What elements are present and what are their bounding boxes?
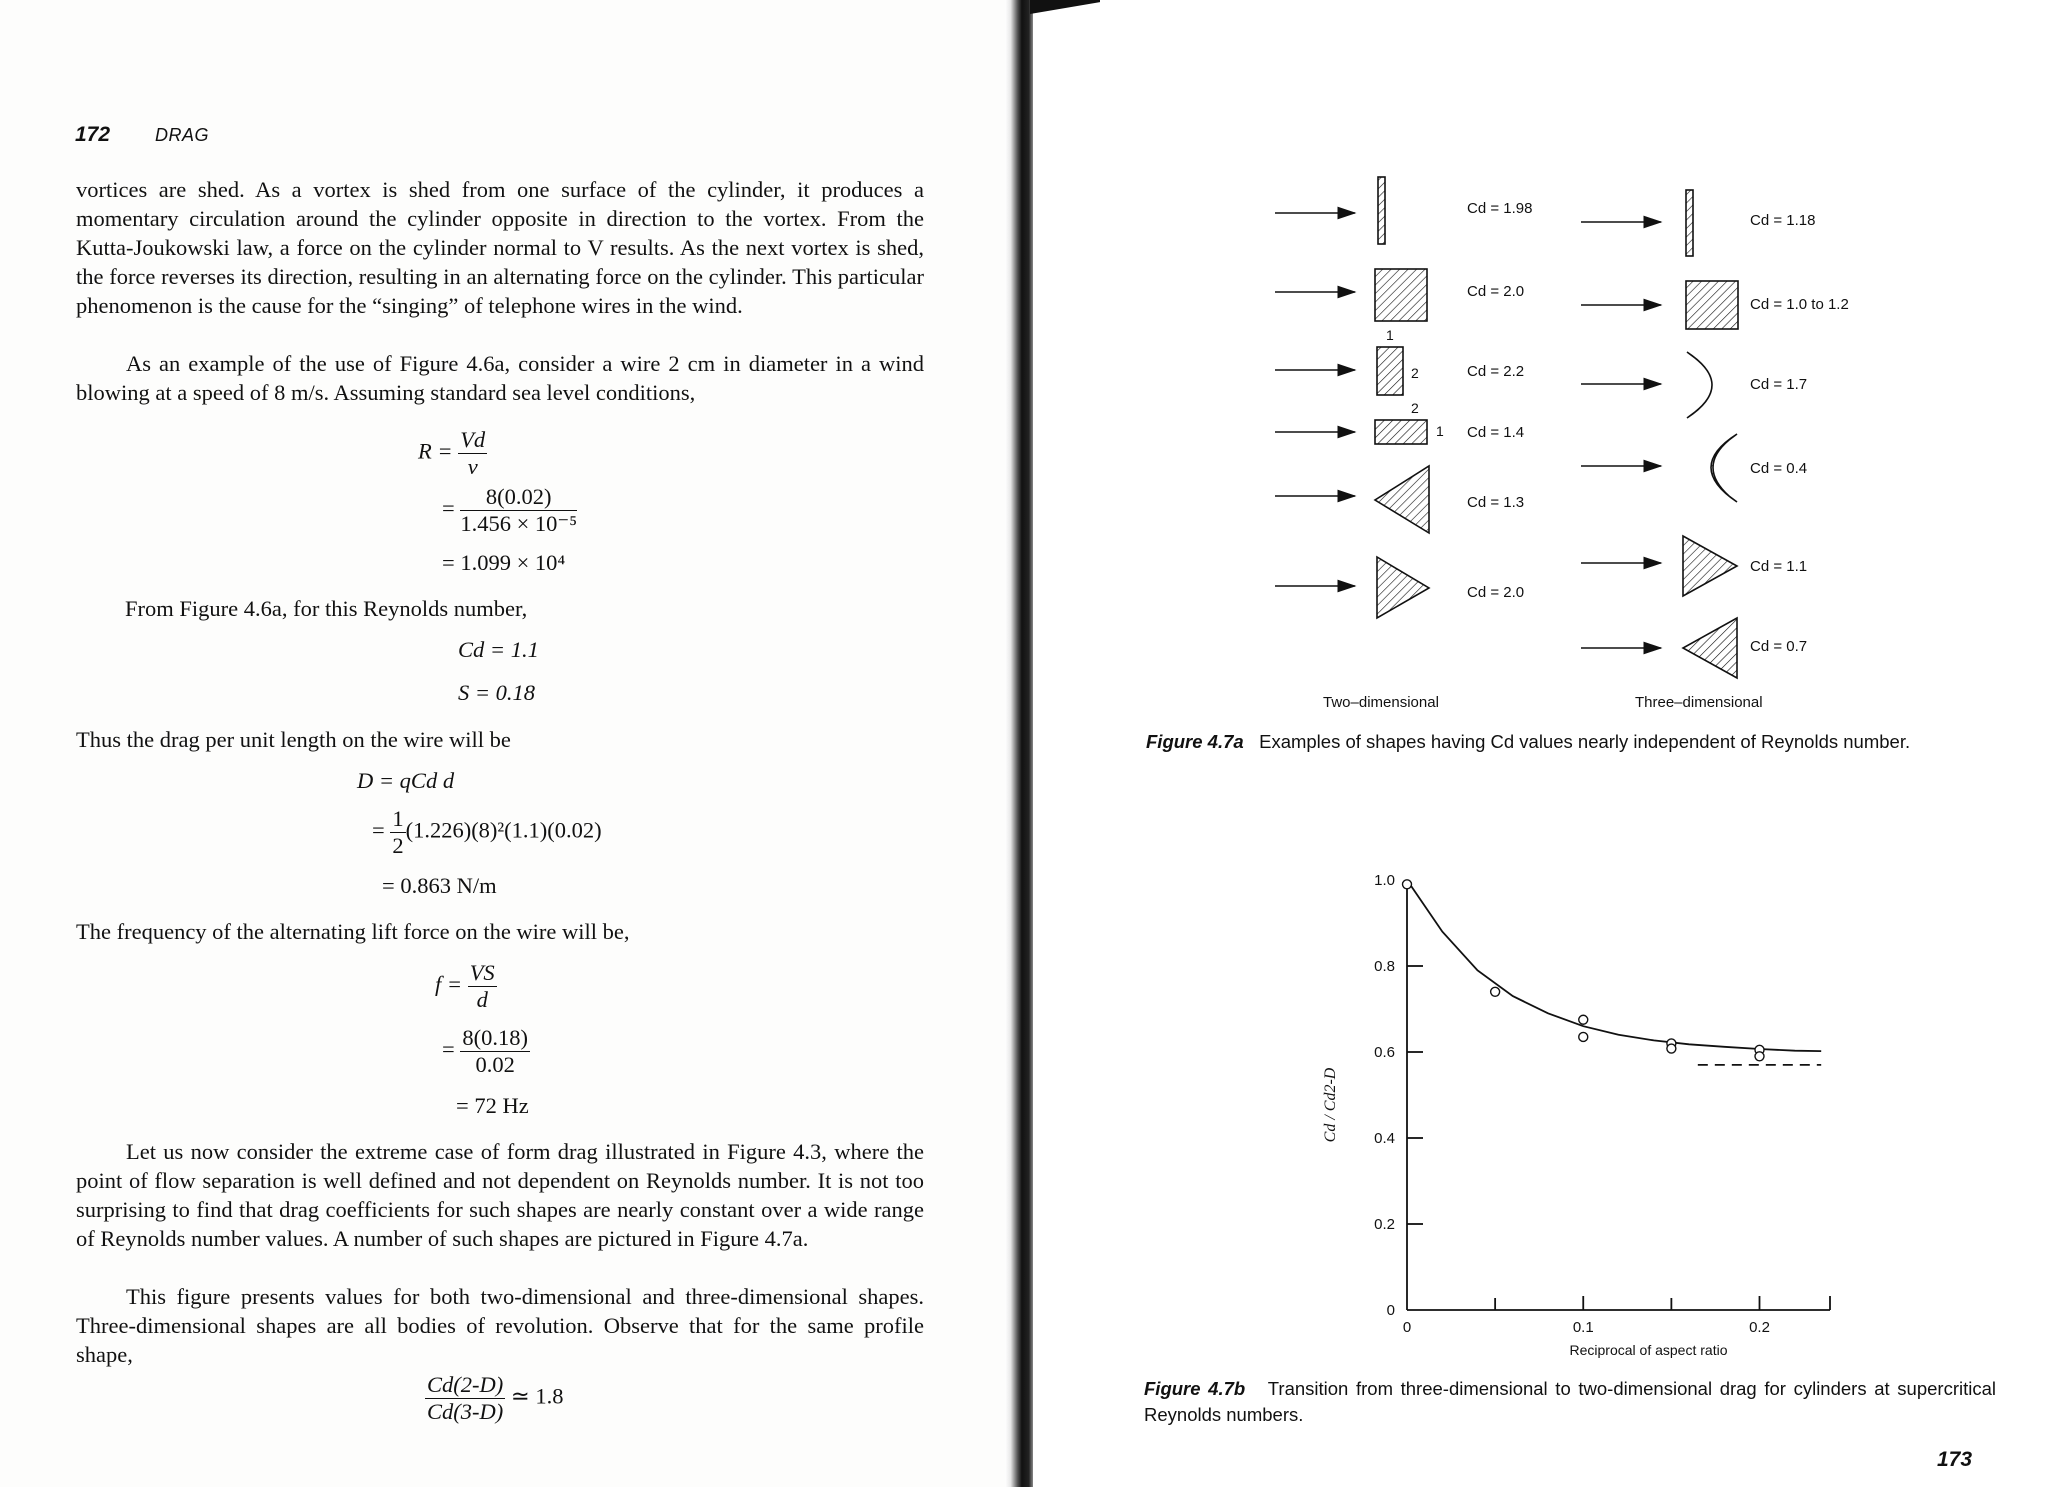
equation-reynolds-result: = 1.099 × 10⁴ — [442, 550, 566, 575]
equation-frequency-result: = 72 Hz — [456, 1093, 529, 1118]
eq-d2-den: 2 — [392, 833, 404, 858]
two-d-shapes — [1375, 177, 1429, 618]
eq-f2-num: 8(0.18) — [462, 1025, 528, 1050]
y-axis-label: Cd / Cd2-D — [1322, 1067, 1339, 1143]
dim-label-1: 1 — [1386, 327, 1394, 343]
data-point — [1403, 880, 1412, 889]
two-d-values — [1467, 200, 1532, 601]
data-point — [1667, 1044, 1676, 1053]
square-2d — [1375, 269, 1427, 321]
paragraph-drag-per-length: Thus the drag per unit length on the wire will be — [76, 727, 511, 752]
wedge-base-upstream-2d — [1377, 557, 1429, 618]
three-d-shapes — [1683, 190, 1738, 678]
eq-ratio-den: Cd(3-D) — [427, 1399, 504, 1424]
data-point — [1579, 1015, 1588, 1024]
data-point — [1755, 1052, 1764, 1061]
eq-r2-num: 8(0.02) — [460, 484, 577, 511]
paragraph-figure-presents: This figure presents values for both two-dimensional and three-dimensional shapes. Three-dimensional shapes are all bodies of revolution. Observe that for the same profile shape, — [76, 1284, 924, 1367]
eq-f2-den: 0.02 — [475, 1052, 515, 1077]
equation-drag-result: = 0.863 N/m — [382, 873, 497, 898]
dim-label-4: 1 — [1436, 423, 1444, 439]
eq-r-lhs: R = — [418, 438, 453, 464]
cd-3d-value: Cd = 1.1 — [1750, 558, 1808, 575]
cd-3d-value: Cd = 0.7 — [1750, 638, 1808, 655]
equation-frequency-numeric: = $\frac{8(0.18)}{0.02}$ — [442, 1025, 528, 1077]
equation-strouhal: S = 0.18 — [458, 680, 536, 705]
equation-reynolds-numeric: = $\frac{8(0.02)}{\text{1.456 × 10⁻⁵}}$ — [442, 484, 578, 536]
flat-plate-2d — [1378, 177, 1385, 244]
y-tick-labels — [1374, 872, 1395, 1319]
cd-2d-value: Cd = 2.0 — [1467, 584, 1525, 601]
y-tick-label: 0 — [1386, 1302, 1395, 1319]
y-tick-label: 0.8 — [1374, 958, 1395, 975]
y-tick-label: 0.4 — [1374, 1130, 1395, 1147]
eq-f-num: VS — [469, 960, 495, 985]
eq-d2-num: 1 — [392, 806, 404, 831]
hollow-hemisphere-facing-upstream — [1711, 434, 1737, 502]
y-tick-label: 0.6 — [1374, 1044, 1395, 1061]
three-d-values — [1750, 212, 1849, 655]
data-points — [1403, 880, 1765, 1061]
cd-2d-value: Cd = 2.0 — [1467, 283, 1525, 300]
cylinder-3d — [1686, 281, 1738, 329]
data-point — [1579, 1032, 1588, 1041]
x-tick-labels — [1403, 1319, 1770, 1336]
figure-4-7b-caption-text: Transition from three-dimensional to two-dimensional drag for cylinders at supercritical Reynolds numbers. — [1144, 1378, 1996, 1425]
disk-3d — [1686, 190, 1693, 256]
eq-ratio-rhs: ≃ 1.8 — [510, 1383, 564, 1409]
three-dimensional-label: Three–dimensional — [1635, 694, 1763, 711]
x-tick-label: 0 — [1402, 1319, 1412, 1336]
figure-4-7b-caption — [1144, 1376, 1996, 1428]
wedge-point-upstream-2d — [1375, 466, 1429, 533]
page-number-left: 172 — [75, 123, 111, 146]
figure-4-7a-caption — [1146, 729, 1996, 755]
equation-frequency — [435, 960, 497, 1013]
eq-d2-rest: (1.226)(8)²(1.1)(0.02) — [405, 817, 602, 843]
figure-4-7b-chart — [1322, 872, 1830, 1358]
equation-drag: D = qCd d — [357, 768, 455, 793]
equation-reynolds — [418, 427, 487, 480]
figure-4-7a-caption-text: Examples of shapes having Cd values nearly independent of Reynolds number. — [1259, 731, 1911, 752]
dim-label-2: 2 — [1411, 365, 1419, 381]
eq-r2-den: 1.456 × 10⁻⁵ — [460, 511, 578, 536]
page-number-right: 173 — [1937, 1448, 1973, 1471]
paragraph-wire-example: As an example of the use of Figure 4.6a, consider a wire 2 cm in diameter in a wind blowing at a speed of 8 m/s. Assuming standard sea level conditions, — [76, 351, 924, 405]
x-tick-label: 0.1 — [1572, 1319, 1594, 1336]
cd-3d-value: Cd = 1.0 to 1.2 — [1750, 296, 1849, 313]
cd-2d-value: Cd = 1.3 — [1467, 494, 1525, 511]
equation-drag-numeric: = $\frac{1}{2}$ (1.226)(8)²(1.1)(0.02) — [372, 806, 602, 858]
cd-2d-value: Cd = 1.4 — [1467, 424, 1525, 441]
cd-2d-value: Cd = 1.98 — [1467, 200, 1533, 217]
eq-ratio-num: Cd(2-D) — [427, 1372, 504, 1397]
equation-ratio — [425, 1372, 563, 1425]
figure-4-7b-caption-label: Figure 4.7b — [1144, 1378, 1246, 1399]
cd-3d-value: Cd = 0.4 — [1750, 460, 1808, 477]
two-d-arrows — [1275, 213, 1355, 586]
hollow-hemisphere-facing-downstream — [1687, 352, 1712, 418]
flat-rectangle-2d — [1375, 420, 1427, 444]
figure-4-7a-caption-label: Figure 4.7a — [1146, 731, 1244, 752]
two-dimensional-label: Two–dimensional — [1323, 694, 1439, 711]
cone-point-upstream — [1683, 618, 1737, 678]
three-d-arrows — [1581, 222, 1661, 648]
eq-r-den: ν — [467, 454, 478, 479]
chart-axes — [1407, 880, 1830, 1310]
cd-2d-value: Cd = 2.2 — [1467, 363, 1525, 380]
tall-rectangle-2d — [1377, 347, 1403, 395]
fitted-curve — [1407, 880, 1821, 1051]
paragraph-from-figure: From Figure 4.6a, for this Reynolds number, — [125, 596, 528, 621]
paragraph-vortex-shedding: vortices are shed. As a vortex is shed from one surface of the cylinder, it produces a momentary circulation around the cylinder opposite in direction to the vortex. From the Kutta-Joukowski law, a force on the cylinder normal to V results. As the next vortex is shed, the force reverses its direction, resulting in an alternating force on the cylinder. This particular phenomenon is the cause for the “singing” of telephone wires in the wind. — [76, 177, 924, 318]
y-tick-label: 0.2 — [1374, 1216, 1395, 1233]
cone-base-upstream — [1683, 536, 1737, 596]
equation-cd: Cd = 1.1 — [458, 637, 539, 662]
y-tick-label: 1.0 — [1374, 872, 1395, 889]
x-tick-label: 0.2 — [1749, 1319, 1770, 1336]
running-head: DRAG — [155, 125, 210, 145]
eq-r-num: Vd — [460, 427, 486, 452]
data-point — [1491, 987, 1500, 996]
eq-f-den: d — [476, 987, 488, 1012]
x-axis-label: Reciprocal of aspect ratio — [1569, 1342, 1728, 1358]
eq-f-lhs: f = — [435, 971, 463, 997]
cd-3d-value: Cd = 1.18 — [1750, 212, 1816, 229]
paragraph-form-drag: Let us now consider the extreme case of form drag illustrated in Figure 4.3, where the point of flow separation is well defined and not dependent on Reynolds number. It is not too surprising to find that drag coefficients for such shapes are nearly constant over a wide range of Reynolds number values. A number of such shapes are pictured in Figure 4.7a. — [76, 1139, 924, 1251]
paragraph-frequency: The frequency of the alternating lift force on the wire will be, — [76, 919, 630, 944]
dim-label-3: 2 — [1411, 400, 1419, 416]
cd-3d-value: Cd = 1.7 — [1750, 376, 1808, 393]
